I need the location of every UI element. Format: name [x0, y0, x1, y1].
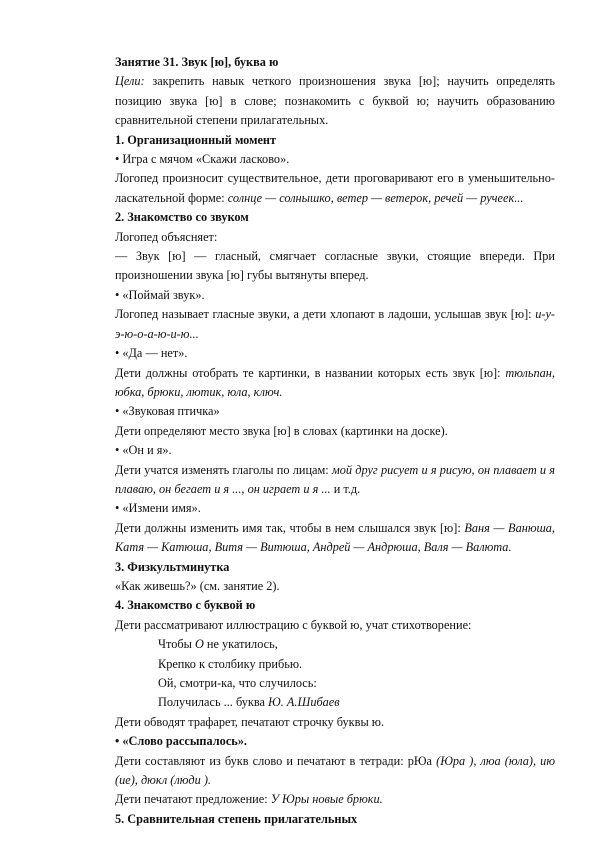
- section-3-text: «Как живешь?» (см. занятие 2).: [115, 578, 280, 593]
- game-heme-text: Дети учатся изменять глаголы по лицам:: [115, 462, 332, 477]
- section-2-explanation: — Звук [ю] — гласный, смягчает согласные звуки, стоящие впереди. При произношении звука [ю] губы вытянуты вперед.: [115, 249, 555, 283]
- goals-label: Цели:: [115, 74, 145, 89]
- game-scatter-text: Дети составляют из букв слово и печатают в тетради: рЮа: [115, 753, 437, 768]
- game-heme-title: • «Он и я».: [115, 443, 172, 458]
- poem-line-1-letter: О: [194, 637, 204, 652]
- section-1-heading: 1. Организационный момент: [115, 132, 277, 147]
- poem-line-4-letter: Ю.: [268, 695, 284, 710]
- lesson-title: Занятие 31. Звук [ю], буква ю: [115, 55, 279, 69]
- section-1-game: • Игра с мячом «Скажи ласково».: [115, 152, 290, 167]
- poem-line-2: Крепко к столбику прибью.: [158, 656, 303, 671]
- game-name-examples: Ваня — Ванюша, Катя — Катюша, Витя — Витюша, Андрей — Андрюша, Валя — Валюта.: [115, 520, 555, 555]
- game-yesno-words: тюльпан, юбка, брюки, лютик, юла, ключ.: [115, 365, 555, 399]
- section-4-text: Дети рассматривают иллюстрацию с буквой ю, учат стихотворение:: [115, 617, 472, 632]
- section-5-heading: 5. Сравнительная степень прилагательных: [115, 811, 358, 826]
- section-3-heading: 3. Физкультминутка: [115, 559, 230, 574]
- game-heme-etc: и т.д.: [330, 481, 361, 496]
- section-4-sentence-paragraph: [115, 790, 555, 809]
- game-catch-sounds: и-у-э-ю-о-а-ю-и-ю...: [115, 307, 555, 341]
- section-1-examples: солнце — солнышко, ветер — ветерок, речей — ручеек...: [227, 190, 524, 205]
- game-scatter-paragraph: [115, 752, 555, 791]
- poem: [115, 635, 555, 713]
- goals-paragraph: [115, 72, 555, 130]
- game-name-text: Дети должны изменить имя так, чтобы в нем слышался звук [ю]:: [115, 520, 465, 535]
- game-name-paragraph: [115, 519, 555, 558]
- poem-line-3: Ой, смотри-ка, что случилось:: [158, 676, 317, 690]
- game-scatter-title: • «Слово рассыпалось».: [115, 734, 248, 749]
- poem-line-4-text: Получилась ... буква: [158, 695, 269, 710]
- game-catch-title: • «Поймай звук».: [115, 287, 205, 302]
- section-1-paragraph: [115, 169, 555, 208]
- poem-line-4: [158, 693, 555, 712]
- game-bird-title: • «Звуковая птичка»: [115, 404, 220, 419]
- game-bird-text: Дети определяют место звука [ю] в словах (картинки на доске).: [115, 423, 448, 438]
- poem-author: А.Шибаев: [283, 695, 340, 710]
- poem-line-1-start: Чтобы: [158, 637, 195, 652]
- section-4-trace: Дети обводят трафарет, печатают строчку буквы ю.: [115, 714, 385, 729]
- game-yesno-title: • «Да — нет».: [115, 346, 188, 361]
- game-catch-paragraph: [115, 305, 555, 344]
- poem-line-1: [158, 635, 555, 654]
- section-4-sentence: У Юры новые брюки.: [270, 792, 383, 807]
- game-scatter-examples: (Юра ), люа (юла), ию (ие), дюкл (люди ).: [115, 753, 555, 788]
- goals-text: закрепить навык четкого произношения звука [ю]; научить определять позицию звука [ю] в слове; познакомить с буквой ю; научить образованию сравнительной степени прилагательных.: [115, 74, 555, 128]
- section-4-sentence-text: Дети печатают предложение:: [115, 792, 271, 807]
- game-heme-examples: мой друг рисует и я рисую, он плавает и я плаваю, он бегает и я ..., он играет и я ...: [115, 462, 555, 496]
- game-yesno-text: Дети должны отобрать те картинки, в названии которых есть звук [ю]:: [115, 365, 506, 380]
- game-catch-text: Логопед называет гласные звуки, а дети хлопают в ладоши, услышав звук [ю]:: [115, 307, 536, 322]
- section-1-text: Логопед произносит существительное, дети проговаривают его в уменьшительно-ласкательной форме:: [115, 171, 555, 205]
- poem-line-1-end: не укатилось,: [203, 637, 278, 652]
- game-yesno-paragraph: [115, 364, 555, 403]
- section-4-heading: 4. Знакомство с буквой ю: [115, 598, 256, 613]
- game-heme-paragraph: [115, 461, 555, 500]
- section-2-heading: 2. Знакомство со звуком: [115, 210, 249, 225]
- game-name-title: • «Измени имя».: [115, 501, 201, 516]
- section-2-intro: Логопед объясняет:: [115, 229, 218, 244]
- document-body: [115, 53, 555, 829]
